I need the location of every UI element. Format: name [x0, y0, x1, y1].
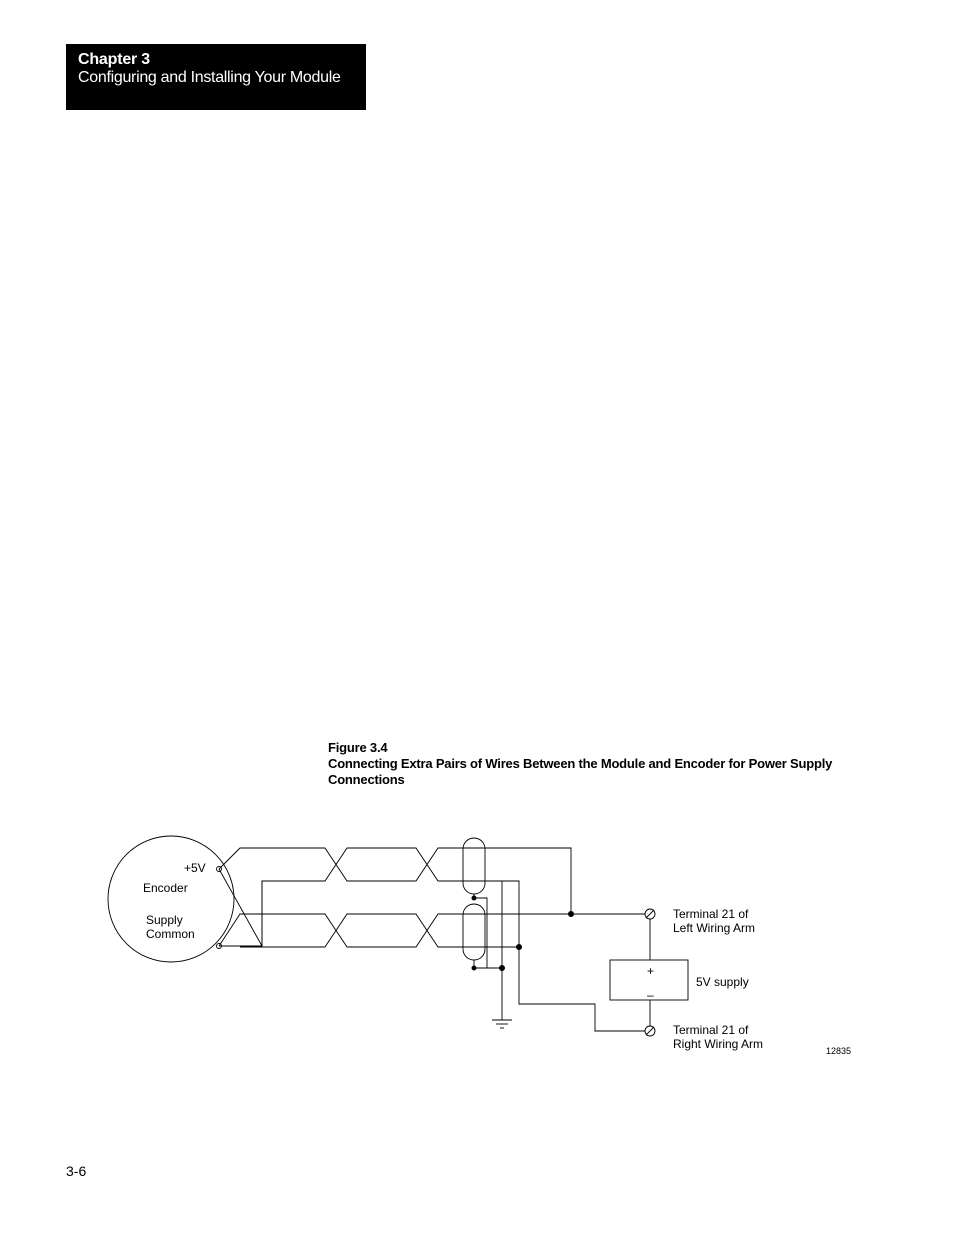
right-terminal-label-1: Terminal 21 of	[673, 1023, 749, 1037]
supply-minus-label: –	[647, 988, 654, 1002]
chapter-title: Configuring and Installing Your Module	[78, 69, 341, 86]
left-terminal-label-2: Left Wiring Arm	[673, 921, 756, 935]
twisted-pair-1	[219, 848, 650, 1031]
supply-label: Supply	[146, 913, 183, 927]
left-terminal-label-1: Terminal 21 of	[673, 907, 749, 921]
common-label: Common	[146, 927, 195, 941]
5v-supply-label: 5V supply	[696, 975, 749, 989]
figure-id: 12835	[826, 1046, 852, 1056]
cable-shield-2	[463, 904, 485, 960]
cable-shield-1	[463, 838, 485, 894]
right-terminal-label-2: Right Wiring Arm	[673, 1037, 764, 1051]
encoder-label: Encoder	[143, 881, 188, 895]
terminal-left	[645, 909, 655, 919]
plus5v-label: +5V	[184, 861, 206, 875]
chapter-label: Chapter 3	[78, 51, 150, 68]
encoder-circle	[108, 836, 234, 962]
terminal-right	[645, 1026, 655, 1036]
figure-number: Figure 3.4	[328, 740, 388, 755]
twisted-pair-2	[219, 881, 650, 947]
supply-plus-label: +	[647, 964, 655, 978]
page-number: 3-6	[66, 1163, 87, 1179]
figure-title: Connecting Extra Pairs of Wires Between the Module and Encoder for Power Supply Connections	[328, 756, 833, 787]
